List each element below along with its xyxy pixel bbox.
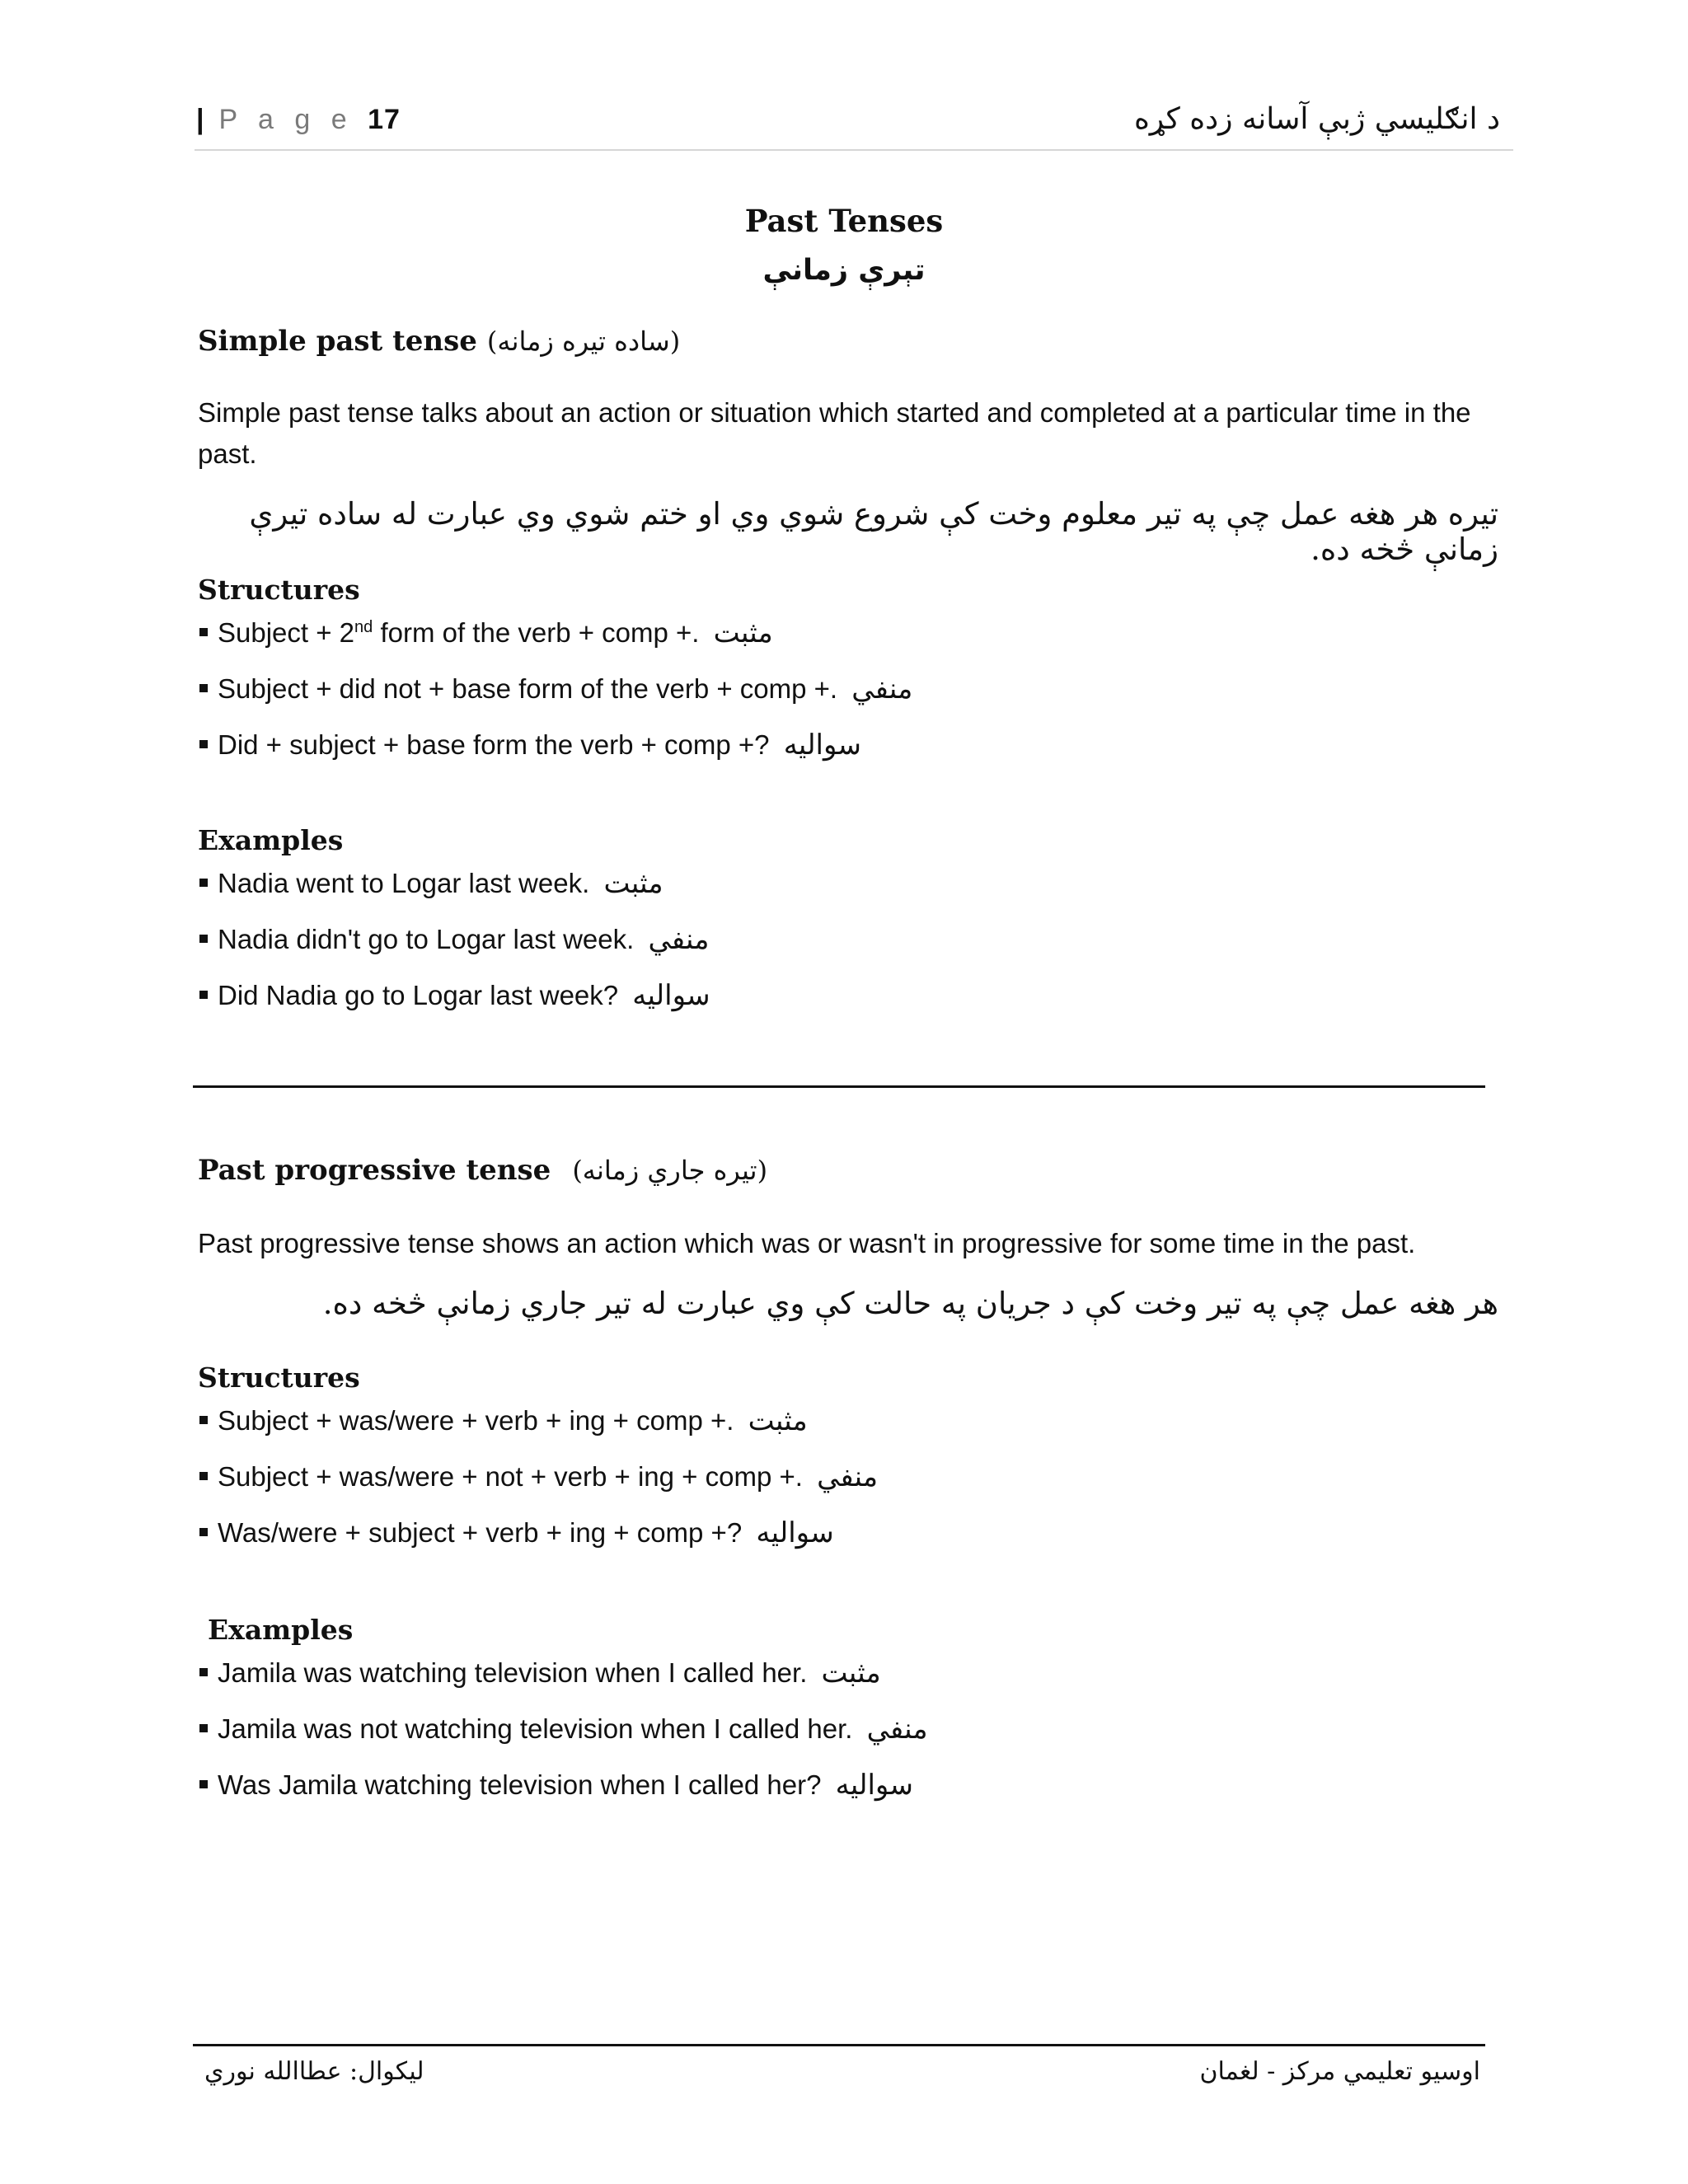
section1-heading-en: Simple past tense (198, 325, 477, 358)
section1-example-item: Nadia went to Logar last week. مثبت (199, 867, 663, 900)
page-title: Past Tenses (744, 203, 944, 239)
footer-institution: اوسیو تعلیمي مرکز - لغمان (1199, 2057, 1480, 2086)
bullet-square-icon (199, 1724, 208, 1732)
bullet-square-icon (199, 740, 208, 748)
bullet-square-icon (199, 991, 208, 999)
section2-heading-en: Past progressive tense (198, 1154, 551, 1187)
section1-structure-item: Did + subject + base form the verb + comp +? سواليه (199, 729, 861, 762)
bullet-square-icon (199, 935, 208, 943)
page-label: P a g e (218, 104, 354, 135)
section1-heading (198, 325, 680, 358)
section1-structure-item: Subject + did not + base form of the verb + comp +. منفي (199, 673, 912, 705)
section2-definition: Past progressive tense shows an action which was or wasn't in progressive for some time in the past. (198, 1228, 1416, 1258)
page-indicator: | P a g e 17 (196, 104, 401, 135)
section2-definition-ps: هر هغه عمل چې په تیر وخت کې د جریان په حالت کې وي عبارت له تیر جاري زمانې څخه ده. (322, 1286, 1498, 1321)
section2-examples-label: Examples (208, 1614, 354, 1646)
section2-structure-item: Subject + was/were + not + verb + ing + comp +. منفي (199, 1460, 878, 1493)
section2-example-item: Jamila was not watching television when I called her. منفي (199, 1713, 928, 1746)
section1-heading-ps: (ساده تیره زمانه) (486, 326, 681, 357)
bullet-square-icon (199, 1668, 208, 1676)
bullet-square-icon (199, 879, 208, 887)
section1-example-item: Did Nadia go to Logar last week? سواليه (199, 979, 710, 1012)
section1-examples-label: Examples (198, 824, 344, 856)
header-title: د انګلیسي ژبې آسانه زده کړه (1133, 102, 1500, 136)
page-number: 17 (368, 104, 401, 135)
section1-definition-ps: تیره هر هغه عمل چې په تیر معلوم وخت کې شروع شوي وي او ختم شوي وي عبارت له ساده تیرې زمانې څخه ده. (249, 496, 1498, 567)
bullet-square-icon (199, 1416, 208, 1424)
section2-heading-ps: (تیره جاري زمانه) (572, 1155, 768, 1186)
section2-heading (198, 1154, 767, 1187)
section2-structure-item: Subject + was/were + verb + ing + comp +. مثبت (199, 1404, 808, 1437)
bullet-square-icon (199, 628, 208, 636)
footer-divider (193, 2044, 1485, 2046)
section2-structure-item: Was/were + subject + verb + ing + comp +? سواليه (199, 1516, 834, 1549)
bullet-square-icon (199, 1780, 208, 1788)
section1-structures-label: Structures (198, 574, 360, 606)
section1-example-item: Nadia didn't go to Logar last week. منفي (199, 923, 709, 956)
section2-structures-label: Structures (198, 1361, 360, 1394)
bullet-square-icon (199, 1528, 208, 1536)
section-divider (193, 1085, 1485, 1088)
footer-author: لیکوال: عطاالله نوري (204, 2057, 424, 2086)
page-subtitle: تېرې زمانې (762, 254, 926, 287)
bullet-square-icon (199, 684, 208, 692)
header-divider (195, 149, 1513, 151)
bullet-square-icon (199, 1472, 208, 1480)
section2-example-item: Jamila was watching television when I called her. مثبت (199, 1657, 881, 1690)
section2-example-item: Was Jamila watching television when I called her? سواليه (199, 1769, 913, 1802)
section1-structure-item: Subject + 2nd form of the verb + comp +. مثبت (199, 616, 773, 649)
section1-definition: Simple past tense talks about an action or situation which started and completed at a particular time in the past. (198, 397, 1471, 469)
